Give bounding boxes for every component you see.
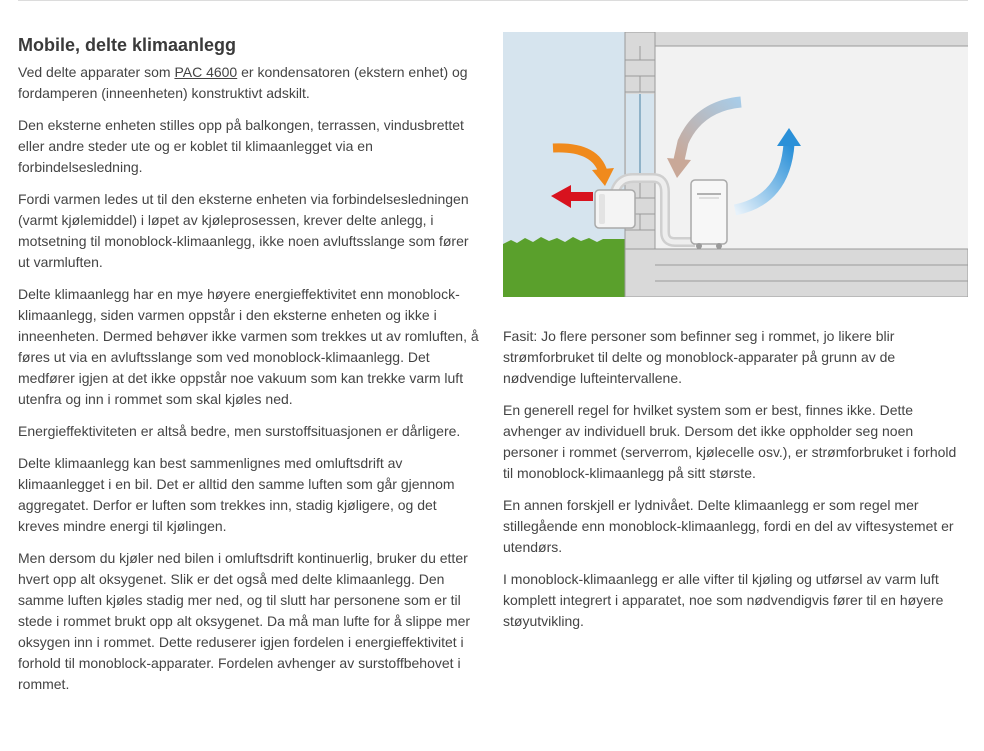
ceiling	[625, 32, 968, 46]
intro-paragraph	[18, 62, 480, 104]
paragraph-car-comparison: Delte klimaanlegg kan best sammenlignes med omluftsdrift av klimaanlegget i en bil. Det er alltid den samme luften som går gjennom aggregatet. Derfor er luften som trekkes inn, stadig kjøligere, og det kreves mindre energi til kjølingen.	[18, 455, 455, 534]
right-column	[503, 326, 968, 643]
paragraph-energy-efficiency: Delte klimaanlegg har en mye høyere energieffektivitet enn monoblock-klimaanlegg, siden varmen oppstår i den eksterne enheten og ikke i inneenheten. Dermed behøver ikke varmen som trekkes ut av romluften, å føres ut via en avluftsslange som ved monoblock-klimaanlegg. Det medfører igjen at det ikke oppstår noe vakuum som kan trekke varm luft utenfra og inn i rommet som skal kjøles ned.	[18, 286, 479, 407]
top-divider	[18, 0, 968, 1]
paragraph-general-rule: En generell regel for hvilket system som er best, finnes ikke. Dette avhenger av individuell bruk. Dersom det ikke oppholder seg noen personer i rommet (serverrom, kjølecelle osv.), er strømforbruket i forhold til monoblock-klimaanlegg på sitt største.	[503, 402, 957, 481]
intro-text-after: er kondensatoren (ekstern enhet) og fordamperen (inneenheten) konstruktivt adskilt.	[18, 64, 468, 101]
paragraph-monoblock-fans: I monoblock-klimaanlegg er alle vifter til kjøling og utførsel av varm luft komplett integrert i apparatet, noe som nødvendigvis fører til en høyere støyutvikling.	[503, 571, 944, 629]
intro-text-before: Ved delte apparater som	[18, 64, 175, 80]
floor-slab	[625, 249, 968, 297]
indoor-unit	[691, 180, 727, 244]
left-column	[18, 33, 480, 706]
paragraph-outdoor-unit: Den eksterne enheten stilles opp på balkongen, terrassen, vindusbrettet eller andre steder ute og er koblet til klimaanlegget via en forbindelsesledning.	[18, 117, 464, 175]
hot-air-arrow	[569, 192, 593, 201]
paragraph-heat-transfer: Fordi varmen ledes ut til den eksterne enheten via forbindelsesledningen (varmt kjølemiddel) i løpet av kjøleprosessen, krever delte anlegg, i motsetning til monoblock-klimaanlegg, ikke noen avluftsslange som fører ut varmluften.	[18, 191, 469, 270]
paragraph-oxygen-depletion: Men dersom du kjøler ned bilen i omluftsdrift kontinuerlig, bruker du etter hvert opp alt oksygenet. Slik er det også med delte klimaanlegg. Den samme luften kjøles stadig mer ned, og til slutt har personene som er til stede i rommet brukt opp alt oksygenet. Da må man lufte for å slippe mer oksygen inn i rommet. Dette reduserer igjen fordelen i energieffektivitet i forhold til monoblock-apparater. Fordelen avhenger av surstoffbehovet i rommet.	[18, 550, 471, 692]
article-heading: Mobile, delte klimaanlegg	[18, 35, 237, 55]
grass	[503, 237, 625, 297]
pac-4600-link[interactable]: PAC 4600	[174, 64, 238, 80]
illustration-svg	[503, 32, 968, 297]
split-ac-illustration	[503, 32, 968, 297]
paragraph-oxygen-summary: Energieffektiviteten er altså bedre, men surstoffsituasjonen er dårligere.	[18, 423, 461, 439]
paragraph-conclusion: Fasit: Jo flere personer som befinner seg i rommet, jo likere blir strømforbruket til delte og monoblock-apparater på grunn av de nødvendige lufteintervallene.	[503, 328, 896, 386]
paragraph-noise-level: En annen forskjell er lydnivået. Delte klimaanlegg er som regel mer stillegående enn monoblock-klimaanlegg, fordi en del av viftesystemet er utendørs.	[503, 497, 954, 555]
